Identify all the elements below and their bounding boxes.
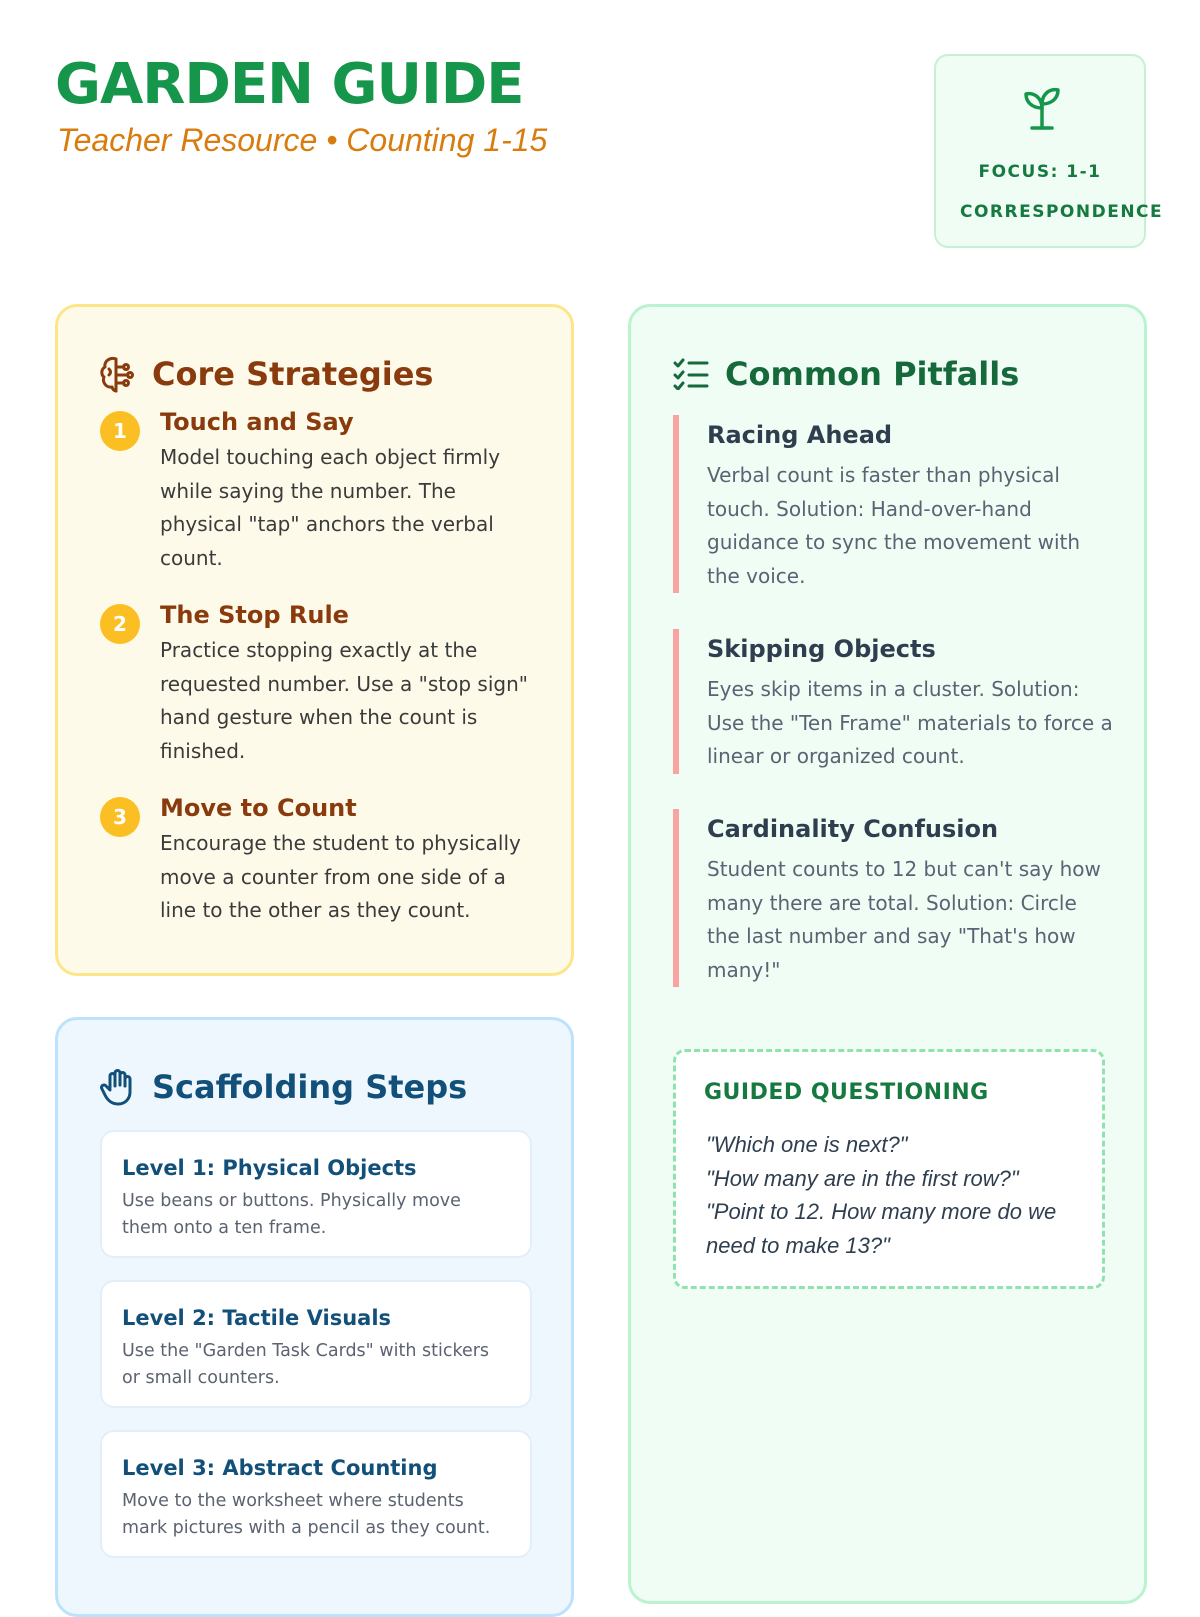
focus-label bbox=[936, 152, 1164, 232]
brain-icon bbox=[100, 355, 136, 393]
scaffolding-steps-card bbox=[55, 1017, 574, 1617]
pitfall-item bbox=[673, 809, 1113, 987]
focus-badge bbox=[934, 54, 1164, 248]
pitfall-text: Student counts to 12 but can't say how many there are total. Solution: Circle the last number and say "That's how many!" bbox=[707, 857, 1101, 982]
scaffold-level-card bbox=[100, 1130, 532, 1258]
level-text: Use the "Garden Task Cards" with stickers or small counters. bbox=[122, 1341, 490, 1388]
guided-questions bbox=[706, 1128, 1096, 1262]
level-title: Level 3: Abstract Counting bbox=[122, 1456, 438, 1480]
strategy-item bbox=[100, 791, 540, 928]
strategy-item bbox=[100, 405, 540, 575]
level-text: Move to the worksheet where students mark pictures with a pencil as they count. bbox=[122, 1491, 491, 1538]
guided-question: "Which one is next?" bbox=[706, 1132, 908, 1157]
pitfall-title: Racing Ahead bbox=[707, 421, 893, 449]
focus-line-1: FOCUS: 1-1 bbox=[978, 162, 1102, 182]
strategy-text: Encourage the student to physically move a counter from one side of a line to the other as they count. bbox=[160, 831, 521, 922]
strategy-title: The Stop Rule bbox=[160, 601, 349, 629]
step-number-badge: 1 bbox=[100, 411, 140, 451]
core-strategies-title: Core Strategies bbox=[152, 355, 434, 393]
pitfall-text: Verbal count is faster than physical touch. Solution: Hand-over-hand guidance to sync the movement with the voice. bbox=[707, 463, 1081, 588]
guided-questioning-title: GUIDED QUESTIONING bbox=[704, 1080, 989, 1105]
step-number-badge: 3 bbox=[100, 797, 140, 837]
scaffold-level-card bbox=[100, 1280, 532, 1408]
hand-icon bbox=[100, 1068, 136, 1106]
scaffolding-steps-title: Scaffolding Steps bbox=[152, 1068, 468, 1106]
step-number-badge: 2 bbox=[100, 604, 140, 644]
core-strategies-header bbox=[100, 355, 433, 393]
pitfall-title: Cardinality Confusion bbox=[707, 815, 999, 843]
page-subtitle: Teacher Resource • Counting 1-15 bbox=[57, 122, 548, 158]
core-strategies-card bbox=[55, 304, 574, 976]
pitfall-title: Skipping Objects bbox=[707, 635, 936, 663]
level-title: Level 2: Tactile Visuals bbox=[122, 1306, 392, 1330]
pitfall-item bbox=[673, 629, 1113, 774]
common-pitfalls-card bbox=[628, 304, 1147, 1604]
guided-questioning-box bbox=[673, 1049, 1105, 1289]
strategy-text: Model touching each object firmly while saying the number. The physical "tap" anchors the verbal count. bbox=[160, 445, 501, 570]
checklist-icon bbox=[673, 358, 709, 390]
strategy-title: Move to Count bbox=[160, 794, 357, 822]
strategy-text: Practice stopping exactly at the requested number. Use a "stop sign" hand gesture when the count is finished. bbox=[160, 638, 528, 763]
common-pitfalls-header bbox=[673, 355, 1019, 393]
guided-question: "How many are in the first row?" bbox=[706, 1165, 1019, 1191]
guided-question: "Point to 12. How many more do we need to make 13?" bbox=[706, 1199, 1057, 1258]
pitfall-text: Eyes skip items in a cluster. Solution: Use the "Ten Frame" materials to force a linear or organized count. bbox=[707, 677, 1113, 768]
level-text: Use beans or buttons. Physically move them onto a ten frame. bbox=[122, 1191, 461, 1238]
strategy-item bbox=[100, 598, 540, 768]
pitfall-item bbox=[673, 415, 1113, 593]
sprout-icon bbox=[1022, 84, 1062, 132]
strategy-title: Touch and Say bbox=[160, 408, 354, 436]
page-title: GARDEN GUIDE bbox=[55, 52, 524, 117]
level-title: Level 1: Physical Objects bbox=[122, 1156, 417, 1180]
scaffolding-steps-header bbox=[100, 1068, 467, 1106]
focus-line-2: CORRESPONDENCE bbox=[960, 202, 1164, 222]
common-pitfalls-title: Common Pitfalls bbox=[725, 355, 1020, 393]
scaffold-level-card bbox=[100, 1430, 532, 1558]
